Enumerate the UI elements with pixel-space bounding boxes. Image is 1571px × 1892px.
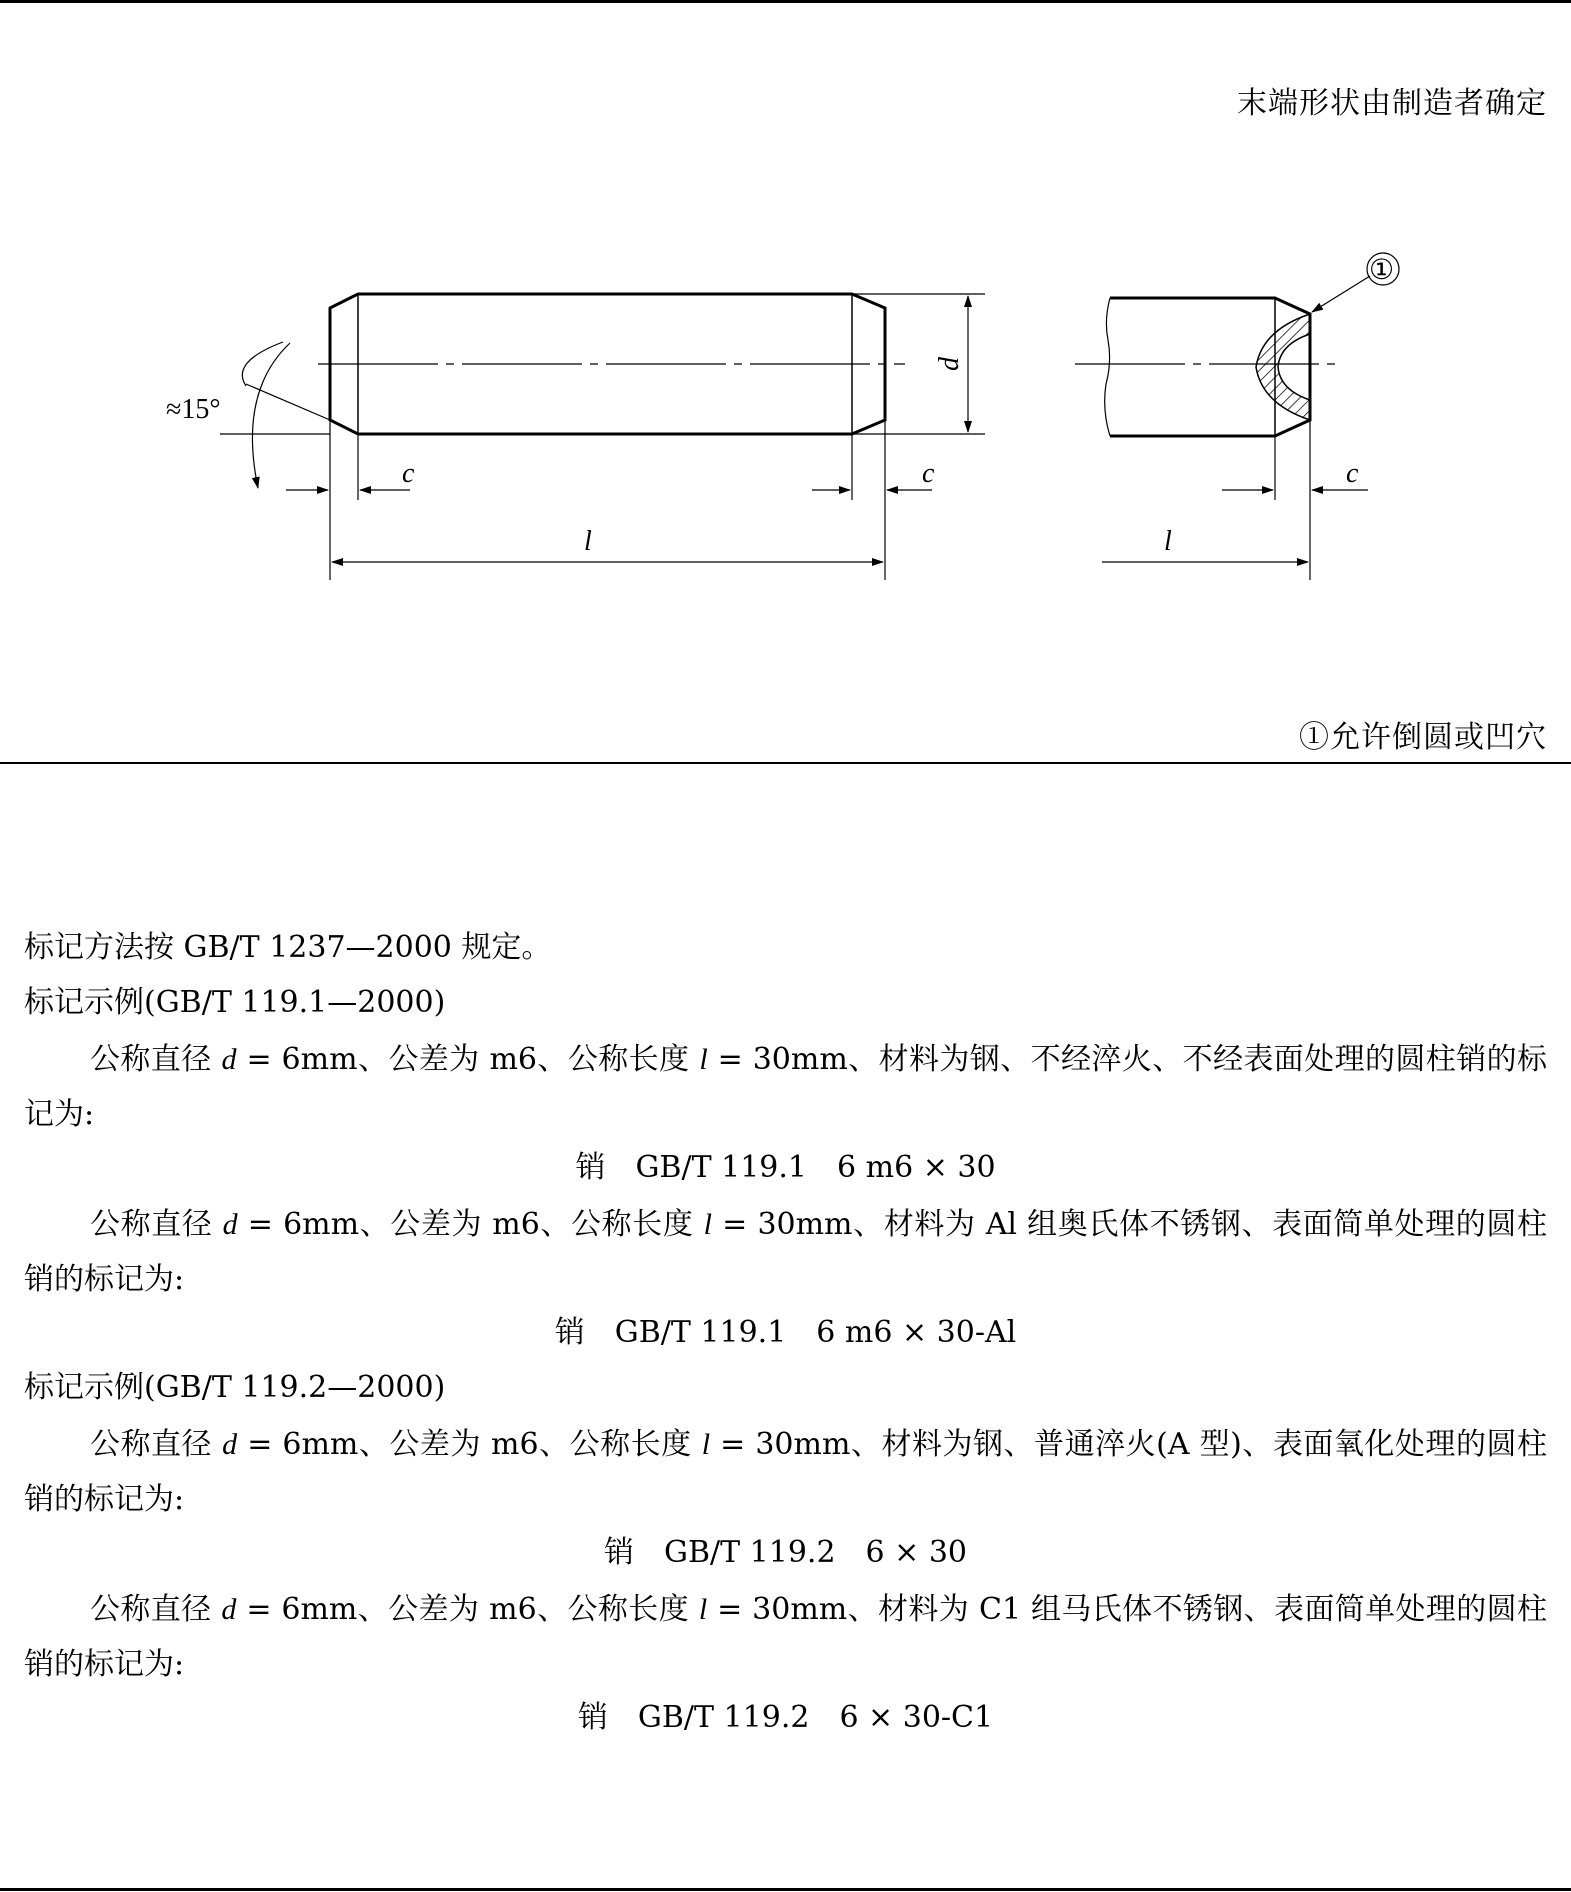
callout-number: ① [1369,255,1395,286]
end-shape-note: 末端形状由制造者确定 [1237,86,1547,121]
dimension-c-left [286,420,410,580]
cylindrical-pin-drawing [0,200,1571,600]
angle-indicator [220,342,330,488]
example-1b-mark: 销 GB/T 119.1 6 m6 × 30-Al [554,1315,1017,1350]
footnote-rounding: ①允许倒圆或凹穴 [1299,720,1547,755]
example-2a-mark: 销 GB/T 119.2 6 × 30 [603,1535,968,1570]
example-1a-description: 公称直径 d = 6mm、公差为 m6、公称长度 l = 30mm、材料为钢、不经淬火、不经表面处理的圆柱销的标记为: [24,1042,1547,1132]
example-1a-mark: 销 GB/T 119.1 6 m6 × 30 [575,1150,996,1185]
example-2a-description: 公称直径 d = 6mm、公差为 m6、公称长度 l = 30mm、材料为钢、普通淬火(A 型)、表面氧化处理的圆柱销的标记为: [24,1427,1547,1517]
dimension-c-partial [1222,420,1368,580]
example-heading-1: 标记示例(GB/T 119.1—2000) [24,985,446,1020]
top-rule [0,0,1571,3]
example-heading-2: 标记示例(GB/T 119.2—2000) [24,1370,446,1405]
dimension-c-right [812,420,932,580]
pin-partial-view [1105,298,1310,436]
section-rule [0,762,1571,764]
example-2b-description: 公称直径 d = 6mm、公差为 m6、公称长度 l = 30mm、材料为 C1 组马氏体不锈钢、表面简单处理的圆柱销的标记为: [24,1592,1547,1682]
dim-c-label-right: c [922,458,935,489]
marking-rule-line: 标记方法按 GB/T 1237—2000 规定。 [24,930,552,965]
example-1b-description: 公称直径 d = 6mm、公差为 m6、公称长度 l = 30mm、材料为 Al 组奥氏体不锈钢、表面简单处理的圆柱销的标记为: [24,1207,1547,1297]
bottom-rule [0,1888,1571,1891]
example-2b-mark: 销 GB/T 119.2 6 × 30-C1 [577,1700,994,1735]
angle-label: ≈15° [166,394,221,425]
dim-c-label-left: c [402,458,415,489]
dim-c-label-partial: c [1346,458,1359,489]
dimension-d [852,294,985,434]
dim-l-label-partial: l [1164,526,1172,557]
dim-d-label: d [934,357,965,371]
dim-l-label-left: l [584,526,592,557]
